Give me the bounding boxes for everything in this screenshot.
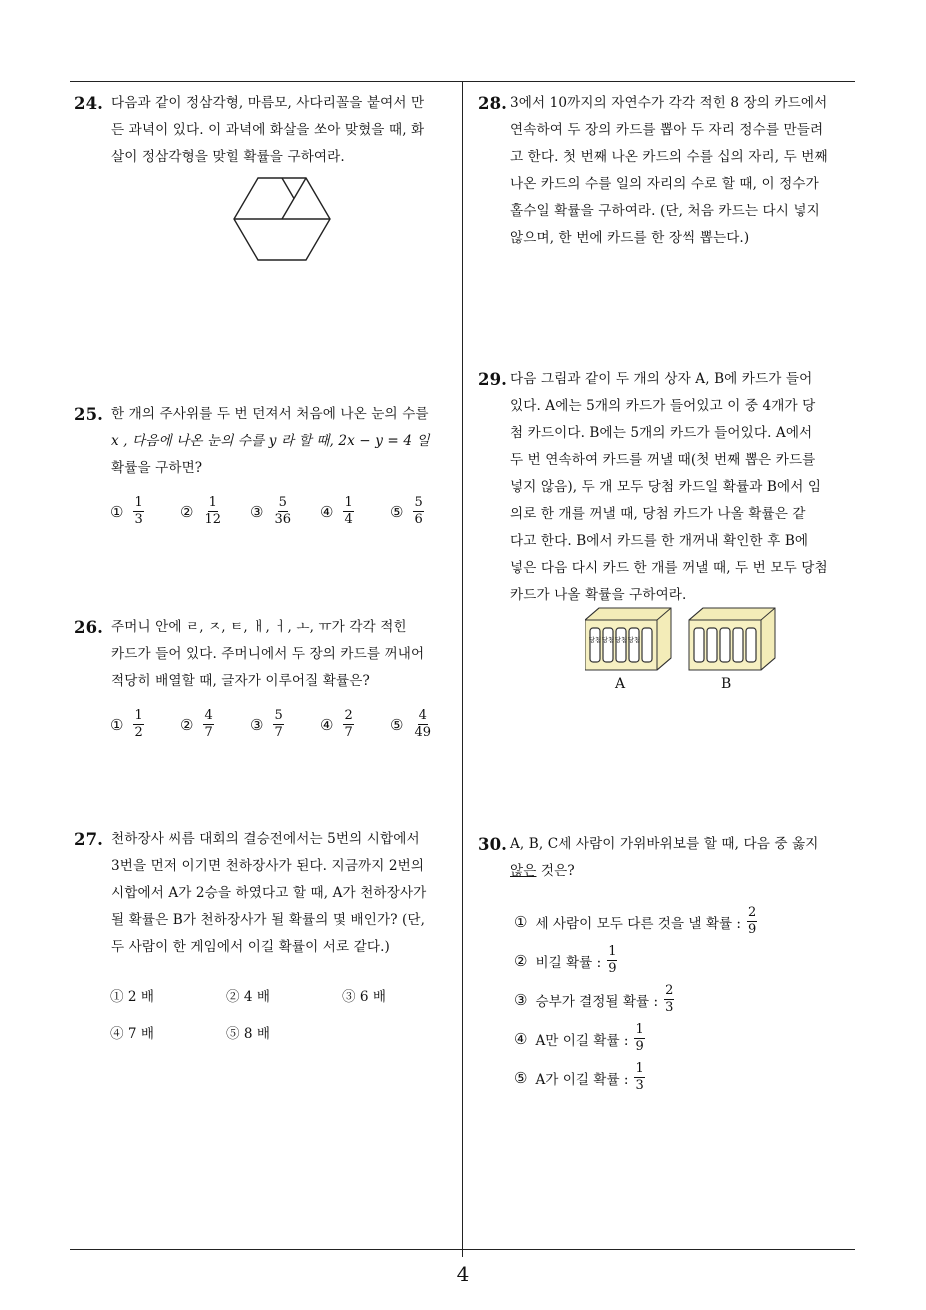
option-3[interactable]: ③ 승부가 결정될 확률 : $\frac{2}{3}$	[514, 983, 674, 1015]
bottom-rule	[70, 1249, 855, 1250]
question-number: 30.	[478, 835, 508, 854]
question-text: 다음 그림과 같이 두 개의 상자 A, B에 카드가 들어 있다. A에는 5개의 카드가 들어있고 이 중 4개가 당 첨 카드이다. B에는 5개의 카드가 들어있다. A에서 두 번 연속하여 카드를 꺼낼 때(첫 번째 뽑은 카드를 넣지 않음), 두 개 모두 당첨 카드일 확률과 B에서 임 의로 한 개를 꺼낼 때, 당첨 카드가 나올 확률은 같 다고 한다. B에서 카드를 한 개꺼내 확인한 후 B에 넣은 다음 다시 카드 한 개를 꺼낼 때, 두 번 모두 당첨 카드가 나올 확률을 구하여라.	[510, 371, 828, 603]
choice-4[interactable]: ④ $\frac{2}{7}$	[320, 708, 353, 740]
card-label: 당첨	[588, 636, 602, 644]
question-26	[74, 614, 460, 695]
choice-2[interactable]: ② $\frac{1}{12}$	[180, 495, 221, 527]
choice-3[interactable]: ③ 6 배	[342, 989, 387, 1005]
option-2[interactable]: ② 비길 확률 : $\frac{1}{9}$	[514, 944, 617, 976]
choice-3[interactable]: ③ $\frac{5}{7}$	[250, 708, 283, 740]
choice-5[interactable]: ⑤ $\frac{4}{49}$	[390, 708, 431, 740]
question-number: 25.	[74, 405, 104, 424]
choice-4[interactable]: ④ $\frac{1}{4}$	[320, 495, 353, 527]
option-5[interactable]: ⑤ A가 이길 확률 : $\frac{1}{3}$	[514, 1061, 644, 1093]
page-number: 4	[456, 1262, 470, 1286]
question-number: 29.	[478, 370, 508, 389]
choice-3[interactable]: ③ $\frac{5}{36}$	[250, 495, 291, 527]
question-24	[74, 90, 460, 171]
question-text: 다음과 같이 정삼각형, 마름모, 사다리꼴을 붙여서 만 든 과녁이 있다. 이 과녁에 화살을 쏘아 맞혔을 때, 화 살이 정삼각형을 맞힐 확률을 구하여라.	[111, 95, 425, 165]
question-number: 24.	[74, 94, 104, 113]
question-25	[74, 401, 460, 482]
box-a-label: A	[615, 676, 626, 692]
box-b-label: B	[721, 676, 732, 692]
choice-2[interactable]: ② $\frac{4}{7}$	[180, 708, 213, 740]
choice-2[interactable]: ② 4 배	[226, 989, 271, 1005]
question-text: 3에서 10까지의 자연수가 각각 적힌 8 장의 카드에서 연속하여 두 장의 카드를 뽑아 두 자리 정수를 만들려 고 한다. 첫 번째 나온 카드의 수를 십의 자리, 두 번째 나온 카드의 수를 일의 자리의 수로 할 때, 이 정수가 홀수일 확률을 구하여라. (단, 처음 카드는 다시 넣지 않으며, 한 번에 카드를 한 장씩 뽑는다.)	[510, 95, 828, 246]
question-28	[478, 90, 856, 252]
question-number: 27.	[74, 830, 104, 849]
question-27	[74, 826, 460, 961]
question-number: 26.	[74, 618, 104, 637]
choice-1[interactable]: ① $\frac{1}{2}$	[110, 708, 143, 740]
hexagon-target-figure	[230, 176, 334, 262]
box-b	[689, 608, 775, 670]
card-label: 당첨	[601, 636, 615, 644]
choice-4[interactable]: ④ 7 배	[110, 1026, 155, 1042]
question-text: 한 개의 주사위를 두 번 던져서 처음에 나온 눈의 수를 x , 다음에 나온 눈의 수를 y 라 할 때, 2x − y = 4 일 확률을 구하면?	[111, 406, 430, 476]
question-text: 천하장사 씨름 대회의 결승전에서는 5번의 시합에서 3번을 먼저 이기면 천하장사가 된다. 지금까지 2번의 시합에서 A가 2승을 하였다고 할 때, A가 천하장사가 될 확률은 B가 천하장사가 될 확률의 몇 배인가? (단, 두 사람이 한 게임에서 이길 확률이 서로 같다.)	[111, 831, 427, 955]
question-29	[478, 366, 856, 609]
box-a	[585, 608, 671, 670]
choice-5[interactable]: ⑤ 8 배	[226, 1026, 271, 1042]
choice-1[interactable]: ① $\frac{1}{3}$	[110, 495, 143, 527]
question-30	[478, 831, 856, 885]
card-boxes-figure	[585, 606, 780, 676]
question-text: A, B, C세 사람이 가위바위보를 할 때, 다음 중 옳지 않은 것은?	[510, 836, 819, 879]
option-4[interactable]: ④ A만 이길 확률 : $\frac{1}{9}$	[514, 1022, 644, 1054]
question-number: 28.	[478, 94, 508, 113]
question-text: 주머니 안에 ㄹ, ㅈ, ㅌ, ㅐ, ㅓ, ㅗ, ㅠ가 각각 적힌 카드가 들어 있다. 주머니에서 두 장의 카드를 꺼내어 적당히 배열할 때, 글자가 이루어질 확률은?	[111, 619, 425, 689]
card-label: 당첨	[614, 636, 628, 644]
card-label: 당첨	[627, 636, 641, 644]
choice-5[interactable]: ⑤ $\frac{5}{6}$	[390, 495, 423, 527]
choice-1[interactable]: ① 2 배	[110, 989, 155, 1005]
option-1[interactable]: ① 세 사람이 모두 다른 것을 낼 확률 : $\frac{2}{9}$	[514, 905, 757, 937]
column-divider	[462, 81, 463, 1257]
